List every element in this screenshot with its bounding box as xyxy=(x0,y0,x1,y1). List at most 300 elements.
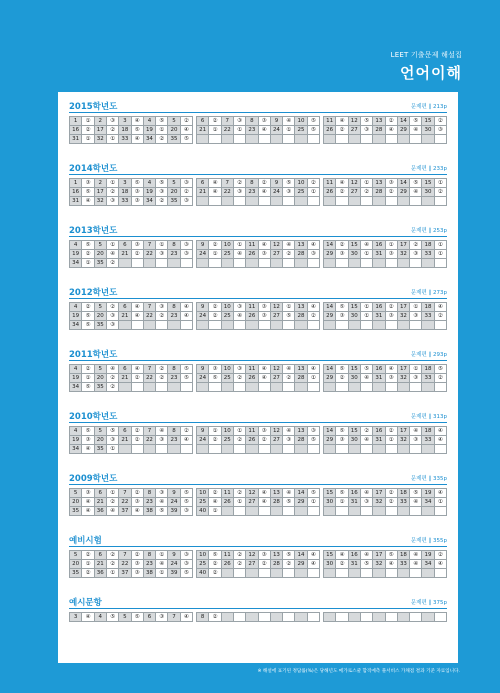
question-number: 8 xyxy=(246,117,258,126)
answer-value: ③ xyxy=(181,197,193,206)
question-number: 12 xyxy=(246,551,258,560)
answer-value xyxy=(234,135,246,144)
question-number: 7 xyxy=(144,303,156,312)
answer-value: ② xyxy=(209,560,221,569)
answer-value xyxy=(361,197,373,206)
answer-value: ⑤ xyxy=(283,551,295,560)
question-number: 27 xyxy=(246,560,258,569)
answer-value: ⑤ xyxy=(181,569,193,578)
question-number: 11 xyxy=(246,365,258,374)
question-number: 9 xyxy=(168,489,180,498)
question-number: 39 xyxy=(168,569,180,578)
answer-value xyxy=(283,569,295,578)
question-number: 5 xyxy=(168,179,180,188)
question-number: 35 xyxy=(70,569,82,578)
question-number: 23 xyxy=(246,188,258,197)
question-number: 34 xyxy=(70,445,82,454)
question-number: 13 xyxy=(271,489,283,498)
answer-value xyxy=(308,197,320,206)
answer-value: ③ xyxy=(308,250,320,259)
answer-value xyxy=(336,135,348,144)
answer-value: ② xyxy=(308,312,320,321)
question-number: 33 xyxy=(422,436,434,445)
question-number xyxy=(197,197,209,206)
answer-value: ⑤ xyxy=(361,117,373,126)
answer-value: ② xyxy=(336,241,348,250)
question-number: 30 xyxy=(349,312,361,321)
question-number xyxy=(422,569,434,578)
answer-value: ④ xyxy=(181,126,193,135)
answer-value: ① xyxy=(209,507,221,516)
answer-value xyxy=(283,383,295,392)
question-number: 13 xyxy=(295,303,307,312)
answer-value: ④ xyxy=(156,498,168,507)
answer-value: ④ xyxy=(361,374,373,383)
answer-value: ④ xyxy=(132,507,144,516)
question-number: 10 xyxy=(197,489,209,498)
question-number: 4 xyxy=(144,179,156,188)
answer-value xyxy=(132,259,144,268)
question-number: 36 xyxy=(95,569,107,578)
answer-value: ① xyxy=(156,551,168,560)
answer-value: ④ xyxy=(209,179,221,188)
answer-value: ⑤ xyxy=(283,179,295,188)
answer-value: ② xyxy=(107,383,119,392)
answer-value: ① xyxy=(82,259,94,268)
question-number: 6 xyxy=(119,303,131,312)
answer-value: ③ xyxy=(259,303,271,312)
answer-value xyxy=(386,259,398,268)
question-number: 27 xyxy=(349,126,361,135)
answer-value: ② xyxy=(156,135,168,144)
question-number: 9 xyxy=(197,365,209,374)
question-number: 31 xyxy=(373,250,385,259)
answer-value: ② xyxy=(336,188,348,197)
answer-value: ④ xyxy=(181,613,193,622)
question-number xyxy=(373,445,385,454)
question-number: 8 xyxy=(246,179,258,188)
answer-group xyxy=(69,116,193,144)
answer-group xyxy=(196,426,320,454)
question-number: 9 xyxy=(197,303,209,312)
question-number: 18 xyxy=(422,303,434,312)
question-number xyxy=(373,507,385,516)
question-number: 26 xyxy=(324,188,336,197)
question-number: 13 xyxy=(295,365,307,374)
answer-value: ① xyxy=(234,241,246,250)
answer-value xyxy=(283,259,295,268)
answer-value: ④ xyxy=(132,135,144,144)
question-number: 15 xyxy=(324,489,336,498)
answer-value: ② xyxy=(361,188,373,197)
question-number xyxy=(295,445,307,454)
answer-value: ⑤ xyxy=(132,126,144,135)
question-number: 9 xyxy=(197,427,209,436)
answer-value xyxy=(361,507,373,516)
question-number: 33 xyxy=(398,498,410,507)
question-number: 14 xyxy=(398,179,410,188)
answer-value: ④ xyxy=(410,427,422,436)
answer-value: ⑤ xyxy=(82,188,94,197)
answer-group xyxy=(323,364,447,392)
answer-value: ① xyxy=(107,569,119,578)
answer-value: ② xyxy=(132,250,144,259)
question-number: 10 xyxy=(197,551,209,560)
question-number: 28 xyxy=(295,374,307,383)
section-page-ref: 문제편 ∥ 273p xyxy=(410,290,447,296)
section-header xyxy=(69,596,447,610)
answer-value: ⑤ xyxy=(308,117,320,126)
question-number: 26 xyxy=(246,312,258,321)
answer-value: ③ xyxy=(107,321,119,330)
answer-value: ② xyxy=(132,551,144,560)
answer-grid xyxy=(69,612,447,622)
question-number: 14 xyxy=(324,241,336,250)
question-number: 8 xyxy=(168,427,180,436)
question-number: 17 xyxy=(398,303,410,312)
answer-value: ② xyxy=(107,259,119,268)
question-number: 13 xyxy=(295,241,307,250)
question-number: 35 xyxy=(168,135,180,144)
question-number xyxy=(222,259,234,268)
section-divider xyxy=(69,360,447,361)
question-number: 29 xyxy=(295,498,307,507)
answer-value xyxy=(361,445,373,454)
answer-value: ⑤ xyxy=(132,179,144,188)
answer-value: ⑤ xyxy=(410,179,422,188)
question-number xyxy=(246,507,258,516)
answer-value: ② xyxy=(209,436,221,445)
question-number: 18 xyxy=(119,126,131,135)
answer-value: ③ xyxy=(181,551,193,560)
question-number xyxy=(168,445,180,454)
answer-value: ③ xyxy=(82,489,94,498)
question-number: 29 xyxy=(324,250,336,259)
question-number: 34 xyxy=(70,321,82,330)
answer-value xyxy=(336,569,348,578)
answer-value: ② xyxy=(107,560,119,569)
question-number: 26 xyxy=(246,436,258,445)
answer-value: ③ xyxy=(308,427,320,436)
answer-value: ① xyxy=(361,312,373,321)
answer-value: ③ xyxy=(156,303,168,312)
question-number: 2 xyxy=(95,179,107,188)
question-number: 26 xyxy=(324,126,336,135)
section-0 xyxy=(69,100,447,144)
answer-value xyxy=(361,259,373,268)
section-divider xyxy=(69,174,447,175)
section-title: 2012학년도 xyxy=(69,288,118,298)
answer-value: ⑤ xyxy=(181,365,193,374)
section-header xyxy=(69,286,447,300)
question-number: 16 xyxy=(373,241,385,250)
answer-value: ④ xyxy=(259,374,271,383)
question-number: 34 xyxy=(422,498,434,507)
question-number: 35 xyxy=(95,259,107,268)
question-number xyxy=(246,135,258,144)
answer-value xyxy=(386,569,398,578)
header-subtitle: LEET 기출문제 해설집 xyxy=(390,51,462,59)
answer-value: ② xyxy=(234,374,246,383)
answer-value: ① xyxy=(435,241,447,250)
question-number: 4 xyxy=(70,365,82,374)
answer-value xyxy=(435,613,447,622)
answer-value: ② xyxy=(107,374,119,383)
question-number xyxy=(271,135,283,144)
question-number xyxy=(349,197,361,206)
question-number: 30 xyxy=(349,436,361,445)
question-number: 16 xyxy=(70,188,82,197)
question-number: 24 xyxy=(197,312,209,321)
question-number: 6 xyxy=(95,551,107,560)
question-number: 19 xyxy=(70,374,82,383)
answer-value xyxy=(156,383,168,392)
answer-grid xyxy=(69,426,447,454)
question-number xyxy=(168,321,180,330)
answer-grid xyxy=(69,364,447,392)
question-number xyxy=(222,321,234,330)
answer-value: ④ xyxy=(107,365,119,374)
answer-value: ④ xyxy=(361,489,373,498)
answer-value: ③ xyxy=(181,250,193,259)
answer-value: ② xyxy=(234,179,246,188)
answer-value: ⑤ xyxy=(336,427,348,436)
question-number xyxy=(349,259,361,268)
answer-value: ③ xyxy=(234,303,246,312)
question-number: 20 xyxy=(95,312,107,321)
answer-value: ① xyxy=(82,117,94,126)
question-number: 37 xyxy=(119,507,131,516)
answer-value: ⑤ xyxy=(82,241,94,250)
section-header xyxy=(69,534,447,548)
answer-value: ① xyxy=(386,436,398,445)
section-1 xyxy=(69,162,447,206)
question-number: 25 xyxy=(197,560,209,569)
answer-value: ③ xyxy=(386,179,398,188)
question-number: 20 xyxy=(168,188,180,197)
answer-value: ② xyxy=(361,427,373,436)
question-number: 18 xyxy=(422,365,434,374)
question-number xyxy=(324,507,336,516)
answer-value: ④ xyxy=(308,551,320,560)
answer-value: ⑤ xyxy=(181,498,193,507)
question-number: 26 xyxy=(222,560,234,569)
question-number: 16 xyxy=(373,303,385,312)
answer-value: ② xyxy=(234,551,246,560)
answer-value: ② xyxy=(283,250,295,259)
answer-group xyxy=(323,426,447,454)
answer-value: ⑤ xyxy=(107,613,119,622)
answer-value: ② xyxy=(234,560,246,569)
question-number: 11 xyxy=(222,489,234,498)
question-number: 4 xyxy=(70,303,82,312)
answer-value: ③ xyxy=(410,436,422,445)
question-number: 6 xyxy=(119,365,131,374)
answer-group xyxy=(196,240,320,268)
answer-value: ① xyxy=(410,303,422,312)
question-number: 28 xyxy=(373,126,385,135)
question-number: 21 xyxy=(119,436,131,445)
answer-value: ③ xyxy=(283,188,295,197)
question-number xyxy=(349,135,361,144)
answer-group xyxy=(196,364,320,392)
question-number xyxy=(222,569,234,578)
question-number: 18 xyxy=(422,427,434,436)
answer-value: ④ xyxy=(259,126,271,135)
question-number: 23 xyxy=(144,498,156,507)
question-number: 22 xyxy=(222,126,234,135)
answer-value xyxy=(259,507,271,516)
answer-value: ② xyxy=(410,241,422,250)
answer-value: ⑤ xyxy=(361,560,373,569)
question-number: 27 xyxy=(271,436,283,445)
question-number: 5 xyxy=(95,365,107,374)
question-number xyxy=(271,445,283,454)
answer-value xyxy=(259,569,271,578)
question-number: 8 xyxy=(168,303,180,312)
answer-value xyxy=(410,135,422,144)
question-number xyxy=(197,135,209,144)
section-page-ref: 문제편 ∥ 253p xyxy=(410,228,447,234)
answer-value: ② xyxy=(435,551,447,560)
question-number: 17 xyxy=(95,188,107,197)
answer-value xyxy=(410,445,422,454)
answer-value: ② xyxy=(435,312,447,321)
answer-value: ③ xyxy=(181,179,193,188)
question-number: 27 xyxy=(271,312,283,321)
answer-value: ③ xyxy=(132,188,144,197)
question-number: 12 xyxy=(271,365,283,374)
question-number xyxy=(144,383,156,392)
section-title: 2010학년도 xyxy=(69,412,118,422)
section-divider xyxy=(69,236,447,237)
answer-value: ⑤ xyxy=(156,179,168,188)
question-number: 38 xyxy=(144,507,156,516)
question-number xyxy=(222,507,234,516)
answer-value: ② xyxy=(209,241,221,250)
question-number: 6 xyxy=(197,117,209,126)
answer-value: ⑤ xyxy=(336,303,348,312)
answer-value: ① xyxy=(209,250,221,259)
question-number: 30 xyxy=(324,560,336,569)
answer-group xyxy=(69,178,193,206)
question-number: 15 xyxy=(324,551,336,560)
question-number xyxy=(422,321,434,330)
answer-value xyxy=(132,383,144,392)
section-title: 2015학년도 xyxy=(69,102,118,112)
question-number: 10 xyxy=(222,303,234,312)
answer-value: ① xyxy=(283,303,295,312)
question-number: 37 xyxy=(119,569,131,578)
answer-value xyxy=(234,445,246,454)
question-number xyxy=(349,507,361,516)
answer-value: ④ xyxy=(283,117,295,126)
answer-value: ② xyxy=(336,560,348,569)
answer-value xyxy=(435,445,447,454)
answer-value: ④ xyxy=(181,436,193,445)
question-number: 25 xyxy=(222,250,234,259)
answer-value: ③ xyxy=(107,436,119,445)
question-number xyxy=(373,259,385,268)
answer-value: ⑤ xyxy=(410,489,422,498)
question-number: 8 xyxy=(144,551,156,560)
question-number xyxy=(398,321,410,330)
answer-value: ⑤ xyxy=(361,365,373,374)
question-number: 26 xyxy=(222,498,234,507)
question-number: 10 xyxy=(222,365,234,374)
section-divider xyxy=(69,298,447,299)
question-number: 14 xyxy=(324,365,336,374)
question-number xyxy=(324,197,336,206)
question-number: 11 xyxy=(246,427,258,436)
question-number: 23 xyxy=(168,312,180,321)
answer-value: ⑤ xyxy=(82,383,94,392)
question-number: 30 xyxy=(422,126,434,135)
answer-group xyxy=(323,178,447,206)
answer-value: ⑤ xyxy=(181,374,193,383)
question-number xyxy=(246,613,258,622)
question-number: 32 xyxy=(398,312,410,321)
answer-value: ① xyxy=(107,445,119,454)
question-number: 18 xyxy=(422,241,434,250)
answer-value: ③ xyxy=(386,250,398,259)
question-number: 5 xyxy=(95,241,107,250)
question-number xyxy=(119,321,131,330)
answer-value xyxy=(283,321,295,330)
question-number: 11 xyxy=(222,551,234,560)
answer-value: ④ xyxy=(259,489,271,498)
question-number xyxy=(398,507,410,516)
answer-value xyxy=(308,259,320,268)
answer-value xyxy=(156,321,168,330)
answer-value: ② xyxy=(386,498,398,507)
question-number: 9 xyxy=(271,179,283,188)
question-number xyxy=(246,569,258,578)
answer-value xyxy=(386,445,398,454)
question-number xyxy=(349,613,361,622)
answer-value xyxy=(361,383,373,392)
answer-value: ② xyxy=(283,374,295,383)
answer-group xyxy=(196,178,320,206)
question-number: 15 xyxy=(349,427,361,436)
answer-value: ② xyxy=(156,365,168,374)
answer-value xyxy=(435,197,447,206)
question-number xyxy=(271,383,283,392)
question-number: 31 xyxy=(373,436,385,445)
question-number: 29 xyxy=(398,126,410,135)
question-number: 8 xyxy=(168,365,180,374)
answer-value xyxy=(386,135,398,144)
answer-value: ② xyxy=(132,427,144,436)
answer-value: ③ xyxy=(82,436,94,445)
answer-value xyxy=(410,613,422,622)
answer-value xyxy=(336,445,348,454)
question-number: 32 xyxy=(95,197,107,206)
question-number: 5 xyxy=(70,489,82,498)
question-number: 24 xyxy=(197,250,209,259)
answer-value xyxy=(181,321,193,330)
answer-value: ② xyxy=(107,551,119,560)
question-number: 22 xyxy=(119,560,131,569)
question-number xyxy=(349,321,361,330)
question-number: 14 xyxy=(324,303,336,312)
question-number xyxy=(422,135,434,144)
answer-grid xyxy=(69,116,447,144)
question-number: 6 xyxy=(119,427,131,436)
answer-value: ① xyxy=(234,498,246,507)
answer-value: ③ xyxy=(435,126,447,135)
question-number: 15 xyxy=(422,179,434,188)
